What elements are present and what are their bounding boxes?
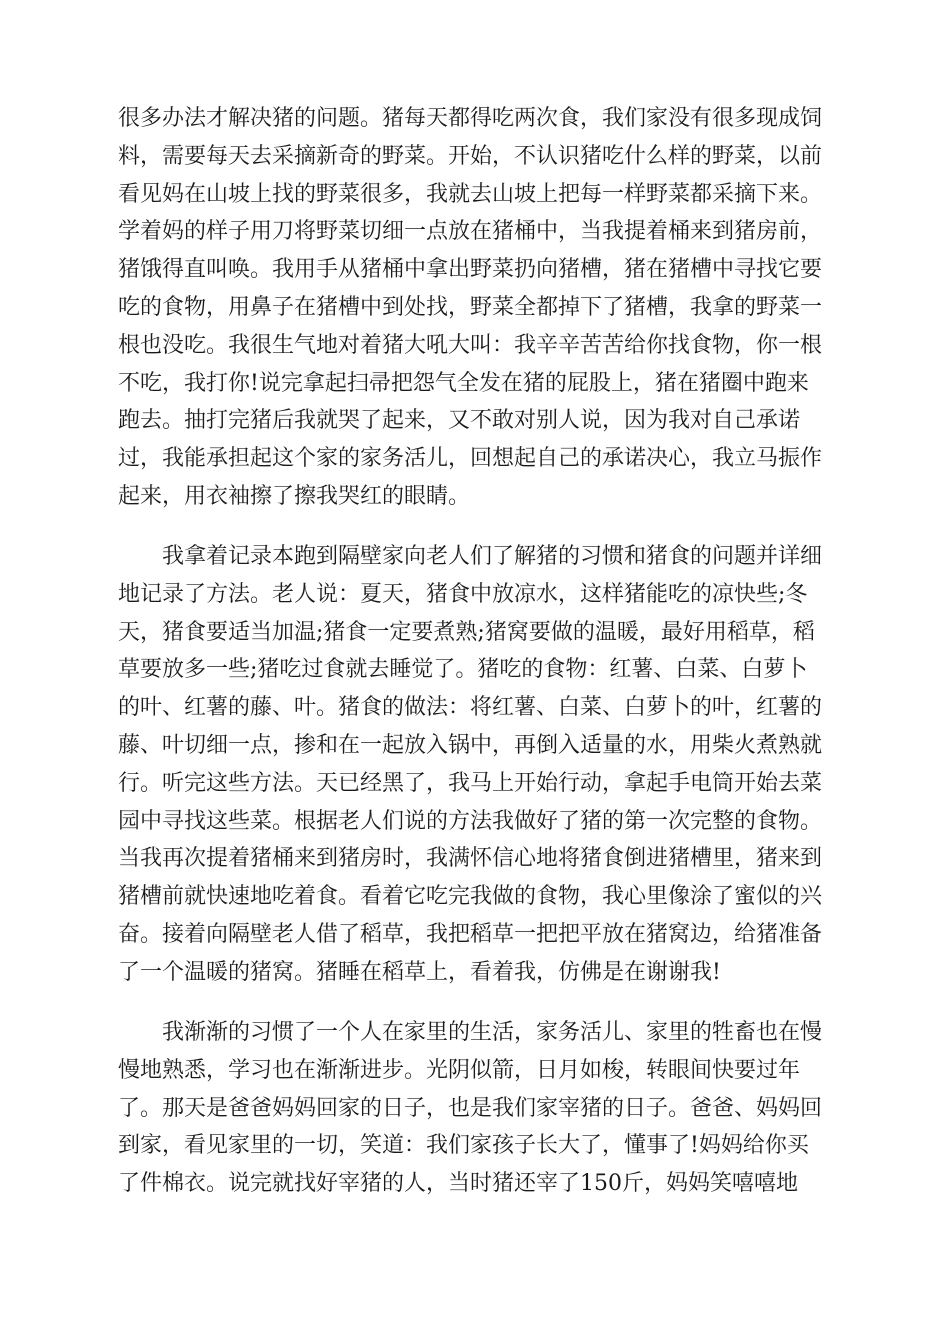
paragraph-line: 料，需要每天去采摘新奇的野菜。开始，不认识猪吃什么样的野菜，以前 — [118, 143, 823, 169]
paragraph-line: 学着妈的样子用刀将野菜切细一点放在猪桶中，当我提着桶来到猪房前， — [118, 219, 823, 245]
paragraph-line: 到家，看见家里的一切，笑道：我们家孩子长大了，懂事了!妈妈给你买 — [118, 1133, 809, 1159]
paragraph-line: 了一个温暖的猪窝。猪睡在稻草上，看着我，仿佛是在谢谢我! — [118, 959, 721, 985]
paragraph-line: 天，猪食要适当加温;猪食一定要煮熟;猪窝要做的温暖，最好用稻草，稻 — [118, 619, 815, 645]
paragraph-line: 的叶、红薯的藤、叶。猪食的做法：将红薯、白菜、白萝卜的叶，红薯的 — [118, 695, 823, 721]
paragraph-line: 藤、叶切细一点，掺和在一起放入锅中，再倒入适量的水，用柴火煮熟就 — [118, 733, 823, 758]
paragraph-line: 起来，用衣袖擦了擦我哭红的眼睛。 — [118, 484, 471, 509]
paragraph-line: 我拿着记录本跑到隔壁家向老人们了解猪的习惯和猪食的问题并详细 — [162, 544, 823, 569]
paragraph-line: 很多办法才解决猪的问题。猪每天都得吃两次食，我们家没有很多现成饲 — [118, 106, 823, 131]
paragraph-line: 我渐渐的习惯了一个人在家里的生活，家务活儿、家里的牲畜也在慢 — [162, 1020, 823, 1045]
paragraph-line: 了。那天是爸爸妈妈回家的日子，也是我们家宰猪的日子。爸爸、妈妈回 — [118, 1095, 823, 1121]
paragraph-line: 不吃，我打你!说完拿起扫帚把怨气全发在猪的屁股上，猪在猪圈中跑来 — [118, 370, 809, 396]
paragraph-line: 园中寻找这些菜。根据老人们说的方法我做好了猪的第一次完整的食物。 — [118, 808, 823, 834]
paragraph-line: 根也没吃。我很生气地对着猪大吼大叫：我辛辛苦苦给你找食物，你一根 — [118, 332, 823, 358]
paragraph-line: 行。听完这些方法。天已经黑了，我马上开始行动，拿起手电筒开始去菜 — [118, 770, 823, 796]
paragraph-line: 当我再次提着猪桶来到猪房时，我满怀信心地将猪食倒进猪槽里，猪来到 — [118, 846, 823, 872]
paragraph-line: 慢地熟悉，学习也在渐渐进步。光阴似箭，日月如梭，转眼间快要过年 — [118, 1057, 801, 1083]
paragraph-line: 奋。接着向隔壁老人借了稻草，我把稻草一把把平放在猪窝边，给猪准备 — [118, 922, 823, 947]
paragraph-line: 地记录了方法。老人说：夏天，猪食中放凉水，这样猪能吃的凉快些;冬 — [118, 581, 808, 607]
paragraph-line: 猪槽前就快速地吃着食。看着它吃完我做的食物，我心里像涂了蜜似的兴 — [118, 884, 823, 910]
paragraph-line: 了件棉衣。说完就找好宰猪的人，当时猪还宰了150斤，妈妈笑嘻嘻地 — [118, 1171, 798, 1197]
paragraph-line: 草要放多一些;猪吃过食就去睡觉了。猪吃的食物：红薯、白菜、白萝卜 — [118, 657, 808, 683]
paragraph-line: 猪饿得直叫唤。我用手从猪桶中拿出野菜扔向猪槽，猪在猪槽中寻找它要 — [118, 257, 823, 283]
paragraph-line: 过，我能承担起这个家的家务活儿，回想起自己的承诺决心，我立马振作 — [118, 446, 823, 472]
paragraph-line: 吃的食物，用鼻子在猪槽中到处找，野菜全都掉下了猪槽，我拿的野菜一 — [118, 295, 823, 320]
paragraph-line: 跑去。抽打完猪后我就哭了起来，又不敢对别人说，因为我对自己承诺 — [118, 408, 801, 434]
paragraph-line: 看见妈在山坡上找的野菜很多，我就去山坡上把每一样野菜都采摘下来。 — [118, 181, 823, 207]
